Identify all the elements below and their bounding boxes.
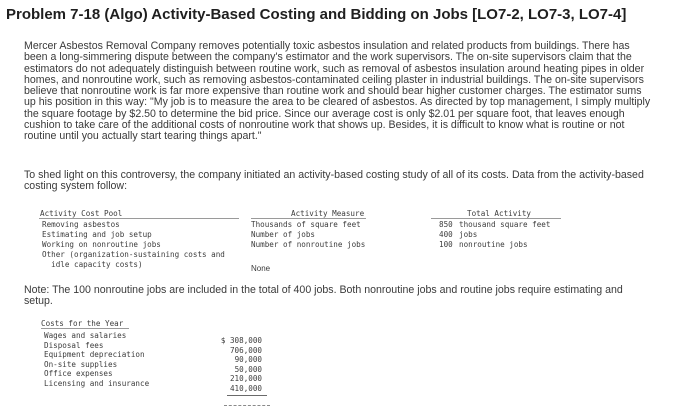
intro-line: been a long-simmering dispute between the company's estimator and the work supervisors. The on-site supervisors claim that the	[24, 51, 632, 64]
intro-line: the square footage by $2.50 to determine the bid price. Since our average cost is only $2.01 per square foot, that leaves enough	[24, 107, 625, 120]
cost-value: $ 308,000	[220, 336, 262, 345]
cost-label: Wages and salaries	[44, 331, 127, 340]
total-unit-cell: jobs	[459, 230, 478, 239]
total-unit-cell: thousand square feet	[459, 220, 551, 229]
measure-cell: Number of jobs	[251, 230, 316, 239]
pool-cell: idle capacity costs)	[42, 260, 143, 269]
pool-cell: Working on nonroutine jobs	[42, 240, 161, 249]
cut-off-total-rule	[224, 405, 270, 409]
pool-cell: Other (organization-sustaining costs and	[42, 250, 225, 259]
cost-value: 410,000	[229, 383, 262, 393]
abc-study-paragraph	[24, 170, 664, 193]
total-value-cell: 400	[439, 230, 453, 239]
problem-title: Problem 7-18 (Algo) Activity-Based Costing and Bidding on Jobs [LO7-2, LO7-3, LO7-4]	[6, 6, 627, 23]
activity-measure-header: Activity Measure	[291, 209, 365, 218]
total-unit-column	[459, 220, 550, 250]
intro-line: believe that nonroutine work is far more expensive than routine work and should bear higher customer charges. The estimator sums	[24, 85, 642, 98]
header-rule	[251, 218, 366, 219]
other-measure-none: None	[251, 264, 271, 273]
cost-label: Equipment depreciation	[44, 350, 145, 360]
total-rule	[227, 395, 267, 396]
study-line: costing system follow:	[24, 180, 128, 193]
activity-table	[39, 209, 639, 279]
pool-cell: Removing asbestos	[42, 220, 120, 229]
costs-header-rule	[41, 328, 129, 329]
intro-line: homes, and nonroutine work, such as removing asbestos-contaminated ceiling plaster in industrial buildings. The on-site supervisors	[24, 73, 644, 86]
cost-value: 706,000	[229, 345, 262, 355]
cost-value-column	[217, 336, 262, 394]
cost-label-column	[44, 331, 149, 389]
cost-label: On-site supplies	[44, 359, 118, 369]
note-line: Note: The 100 nonroutine jobs are included in the total of 400 jobs. Both nonroutine jobs and routine jobs require estimating and	[24, 284, 623, 296]
intro-paragraph	[24, 41, 664, 143]
cost-label: Office expenses	[44, 369, 113, 379]
intro-line: Mercer Asbestos Removal Company removes potentially toxic asbestos insulation and related products from buildings. There has	[24, 40, 630, 52]
total-unit-cell: nonroutine jobs	[459, 240, 528, 249]
cost-label: Licensing and insurance	[44, 378, 150, 388]
header-rule	[39, 218, 239, 219]
total-activity-header: Total Activity	[467, 209, 532, 218]
cost-value: 50,000	[234, 364, 262, 374]
pool-cell: Estimating and job setup	[42, 230, 152, 239]
measure-column	[251, 220, 365, 250]
note-paragraph	[24, 285, 664, 308]
activity-pool-header: Activity Cost Pool	[40, 209, 123, 218]
cost-label: Disposal fees	[44, 340, 104, 350]
total-value-cell: 100	[439, 240, 453, 249]
pool-column	[42, 220, 225, 270]
measure-cell: Number of nonroutine jobs	[251, 240, 366, 249]
total-value-cell: 850	[439, 220, 453, 229]
study-line: To shed light on this controversy, the company initiated an activity-based costing study of all of its costs. Data from the activity-based	[24, 169, 644, 181]
measure-cell: Thousands of square feet	[251, 220, 361, 229]
costs-header: Costs for the Year	[41, 319, 124, 328]
cost-value: 210,000	[229, 374, 262, 384]
cost-value: 90,000	[234, 355, 262, 365]
intro-line: estimators do not adequately distinguish between routine work, such as removal of asbestos insulation around heating pipes in older	[24, 62, 645, 75]
intro-line: routine until you actually start tearing things apart."	[24, 130, 262, 143]
header-rule	[431, 218, 561, 219]
total-value-column	[439, 220, 453, 250]
note-line: setup.	[24, 295, 53, 308]
intro-line: up his position in this way: "My job is to measure the area to be cleared of asbestos. As directed by top management, I simply multiply	[24, 96, 651, 109]
costs-table	[41, 319, 281, 414]
intro-line: cushion to take care of the additional costs of nonroutine work that shows up. Besides, it is difficult to know what is routine or not	[24, 119, 625, 132]
